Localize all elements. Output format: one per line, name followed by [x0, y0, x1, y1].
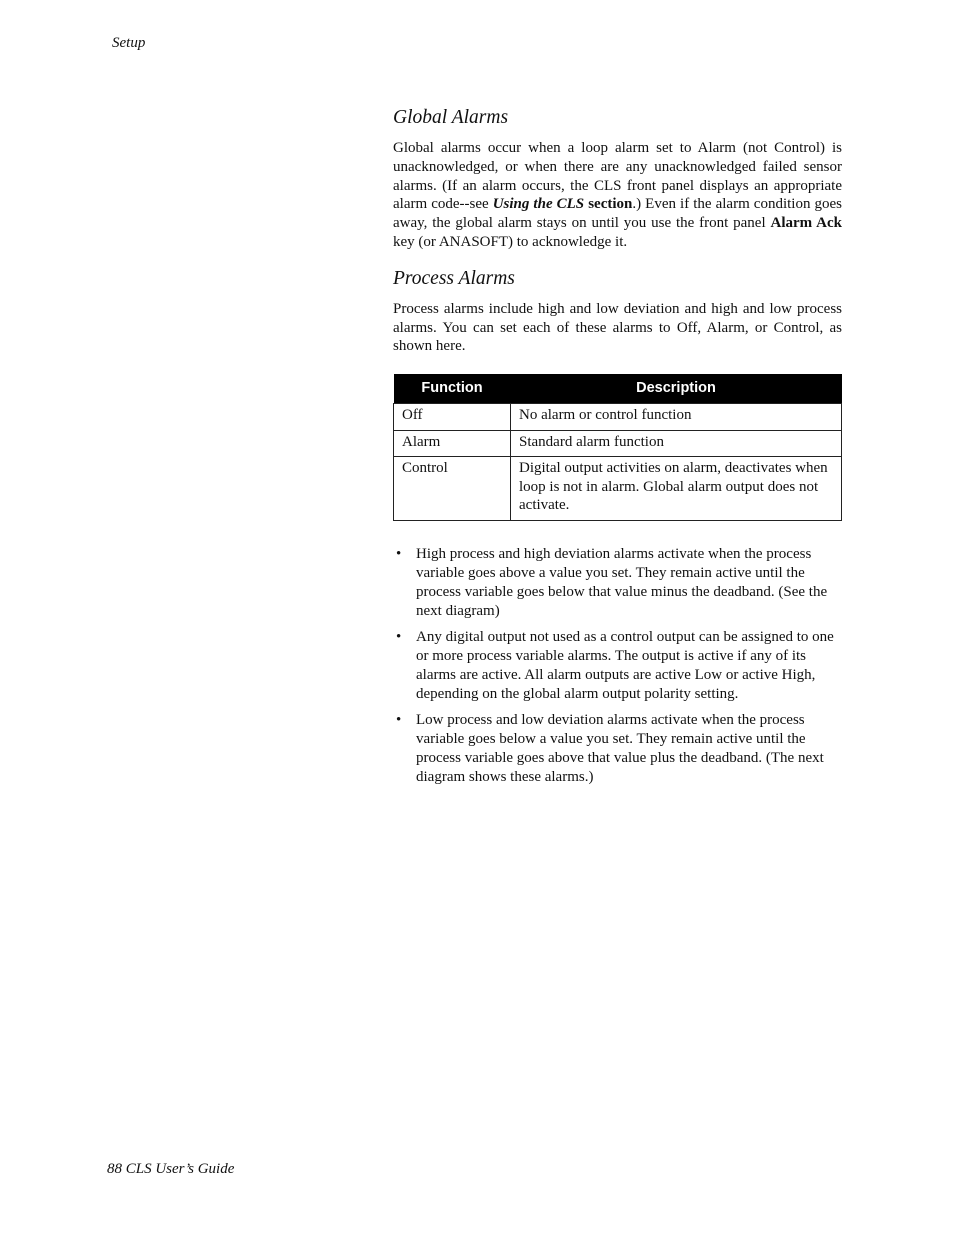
table-header-function: Function — [394, 374, 511, 404]
global-text-3: key (or ANASOFT) to acknowledge it. — [393, 233, 628, 250]
bullet-glyph: • — [396, 628, 402, 645]
table-header-description: Description — [511, 374, 842, 404]
using-the-cls-reference: Using the CLS — [492, 196, 585, 213]
table-header-row — [394, 374, 842, 404]
table-cell-description: Standard alarm function — [511, 430, 842, 457]
table-cell-function: Control — [394, 457, 511, 521]
list-item — [393, 711, 846, 787]
bullet-glyph: • — [396, 545, 402, 562]
table-cell-function: Alarm — [394, 430, 511, 457]
list-item-text: Low process and low deviation alarms activate when the process variable goes below a value you set. They remain active until the process variable goes above that value plus the deadband. (The next diagram shows these alarms.) — [416, 711, 824, 785]
global-text-1: Global alarms occur when a loop alarm set to Alarm (not Control) is unacknowledged, or when there are any unacknowledged failed sensor alarms. (If an alarm occurs, the CLS front panel displays an appropriate alarm code--see — [393, 140, 842, 213]
table-cell-description: Digital output activities on alarm, deactivates when loop is not in alarm. Global alarm output does not activate. — [511, 457, 842, 521]
table-row — [394, 404, 842, 431]
running-head: Setup — [112, 35, 146, 51]
table-cell-function: Off — [394, 404, 511, 431]
main-content — [393, 105, 842, 794]
list-item — [393, 545, 846, 621]
global-alarms-paragraph — [393, 139, 842, 252]
table-row — [394, 430, 842, 457]
list-item — [393, 628, 846, 704]
alarm-function-table — [393, 374, 842, 521]
process-alarms-paragraph: Process alarms include high and low deviation and high and low process alarms. You can set each of these alarms to Off, Alarm, or Control, as shown here. — [393, 300, 842, 355]
bullet-glyph: • — [396, 711, 402, 728]
list-item-text: High process and high deviation alarms activate when the process variable goes above a value you set. They remain active until the process variable goes below that value minus the deadband. (See the next diagram) — [416, 545, 828, 619]
page-footer: 88 CLS User’s Guide — [107, 1161, 235, 1177]
section-word: section — [584, 196, 633, 213]
alarm-bullet-list — [393, 545, 842, 787]
global-text-2: .) Even if the alarm condition goes away, the global alarm stays on until you use the front panel — [393, 196, 843, 232]
section-heading-global-alarms: Global Alarms — [393, 107, 509, 128]
section-heading-process-alarms: Process Alarms — [393, 267, 515, 289]
alarm-ack-key: Alarm Ack — [770, 215, 842, 232]
list-item-text: Any digital output not used as a control output can be assigned to one or more process variable alarms. The output is active if any of its alarms are active. All alarm outputs are active Low or active High, depending on the global alarm output polarity setting. — [416, 628, 834, 702]
table-row — [394, 457, 842, 521]
table-cell-description: No alarm or control function — [511, 404, 842, 431]
